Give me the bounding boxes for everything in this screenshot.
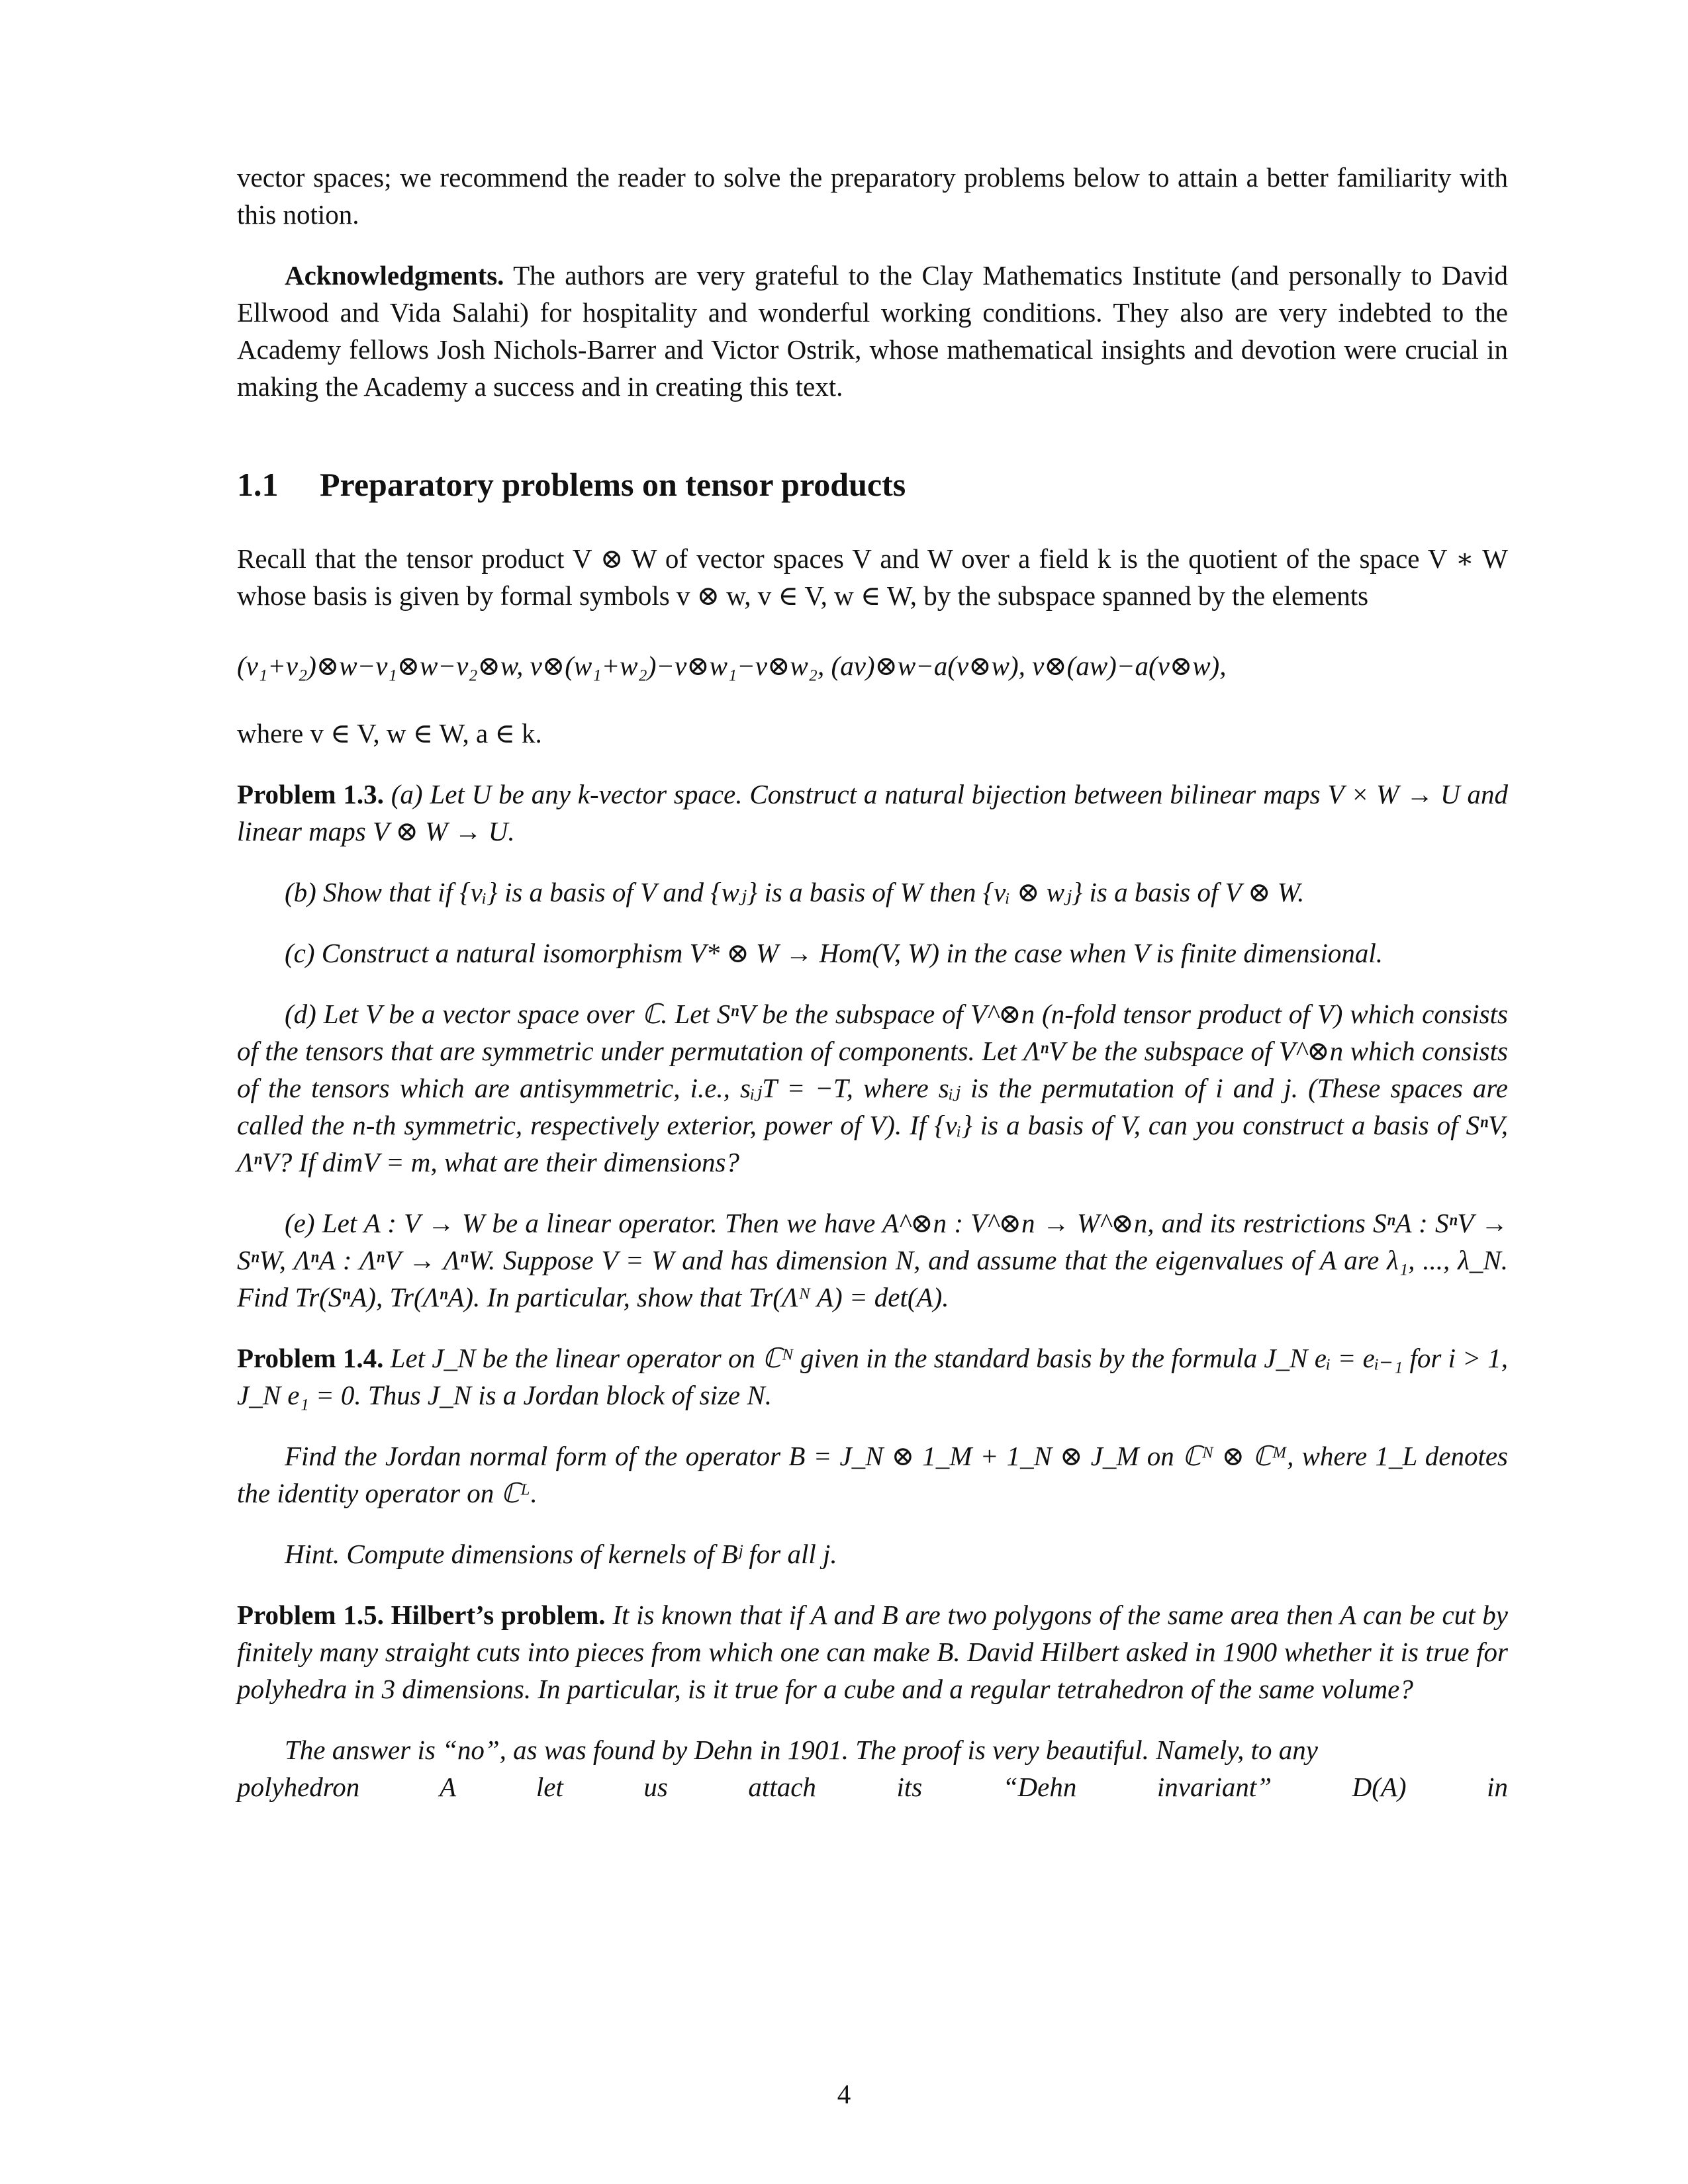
problem-1-3-label: Problem 1.3.	[237, 779, 384, 809]
problem-1-5-answer-line-1: The answer is “no”, as was found by Dehn in 1901. The proof is very beautiful. Namely, to any	[285, 1735, 1319, 1765]
problem-1-3-part-d: (d) Let V be a vector space over ℂ. Let SⁿV be the subspace of V^⊗n (n-fold tensor product of V) which consists of the tensors that are symmetric under permutation of components. Let ΛⁿV be the subspace of V^⊗n which consists of the tensors which are antisymmetric, i.e., sᵢⱼT = −T, where sᵢⱼ is the permutation of i and j. (These spaces are called the n-th symmetric, respectively exterior, power of V). If {vᵢ} is a basis of V, can you construct a basis of SⁿV, ΛⁿV? If dimV = m, what are their dimensions?	[237, 999, 1508, 1177]
section-title: Preparatory problems on tensor products	[320, 466, 906, 503]
problem-1-3-part-a	[237, 776, 1508, 850]
problem-1-4-text: Let J_N be the linear operator on ℂᴺ given in the standard basis by the formula J_N eᵢ = eᵢ₋₁ for i > 1, J_N e₁ = 0. Thus J_N is a Jordan block of size N.	[237, 1343, 1509, 1410]
intro-tail-paragraph: vector spaces; we recommend the reader to solve the preparatory problems below to attain a better familiarity with this notion.	[237, 162, 1508, 230]
problem-1-5-text: It is known that if A and B are two polygons of the same area then A can be cut by finitely many straight cuts into pieces from which one can make B. David Hilbert asked in 1900 whether it is true for polyhedra in 3 dimensions. In particular, is it true for a cube and a regular tetrahedron of the same volume?	[237, 1600, 1508, 1704]
problem-1-4-statement	[237, 1340, 1508, 1414]
page-number: 4	[837, 2079, 851, 2109]
problem-1-3-part-e: (e) Let A : V → W be a linear operator. Then we have A^⊗n : V^⊗n → W^⊗n, and its restrictions SⁿA : SⁿV → SⁿW, ΛⁿA : ΛⁿV → ΛⁿW. Suppose V = W and has dimension N, and assume that the eigenvalues of A are λ₁, ..., λ_N. Find Tr(SⁿA), Tr(ΛⁿA). In particular, show that Tr(Λᴺ A) = det(A).	[237, 1208, 1508, 1312]
acknowledgments-text: The authors are very grateful to the Clay Mathematics Institute (and personally to David Ellwood and Vida Salahi) for hospitality and wonderful working conditions. They also are very indebted to the Academy fellows Josh Nichols-Barrer and Victor Ostrik, whose mathematical insights and devotion were crucial in making the Academy a success and in creating this text.	[237, 260, 1508, 402]
problem-1-5-answer-line-2: polyhedron A let us attach its “Dehn invariant” D(A) in	[237, 1772, 1508, 1802]
acknowledgments-paragraph	[237, 257, 1508, 405]
where-line: where v ∈ V, w ∈ W, a ∈ k.	[237, 718, 542, 749]
problem-1-4-hint: Hint. Compute dimensions of kernels of Bʲ for all j.	[285, 1539, 837, 1569]
problem-1-4-find: Find the Jordan normal form of the operator B = J_N ⊗ 1_M + 1_N ⊗ J_M on ℂᴺ ⊗ ℂᴹ, where 1_L denotes the identity operator on ℂᴸ.	[237, 1441, 1508, 1508]
problem-1-5-statement	[237, 1596, 1508, 1707]
display-formula: (v₁+v₂)⊗w−v₁⊗w−v₂⊗w, v⊗(w₁+w₂)−v⊗w₁−v⊗w₂, (av)⊗w−a(v⊗w), v⊗(aw)−a(v⊗w),	[237, 651, 1227, 681]
problem-1-4-label: Problem 1.4.	[237, 1343, 384, 1373]
problem-1-3-a-text: (a) Let U be any k-vector space. Construct a natural bijection between bilinear maps V × W → U and linear maps V ⊗ W → U.	[237, 779, 1508, 846]
acknowledgments-heading: Acknowledgments.	[285, 260, 504, 291]
page-body	[237, 159, 1508, 1805]
section-number: 1.1	[237, 466, 279, 503]
problem-1-3-part-b: (b) Show that if {vᵢ} is a basis of V and {wⱼ} is a basis of W then {vᵢ ⊗ wⱼ} is a basis of V ⊗ W.	[285, 877, 1305, 907]
section-heading	[237, 463, 1508, 506]
recall-paragraph: Recall that the tensor product V ⊗ W of vector spaces V and W over a field k is the quotient of the space V ∗ W whose basis is given by formal symbols v ⊗ w, v ∈ V, w ∈ W, by the subspace spanned by the elements	[237, 543, 1508, 611]
problem-1-3-part-c: (c) Construct a natural isomorphism V* ⊗ W → Hom(V, W) in the case when V is finite dimensional.	[285, 938, 1383, 968]
problem-1-5-label: Problem 1.5. Hilbert’s problem.	[237, 1600, 606, 1630]
